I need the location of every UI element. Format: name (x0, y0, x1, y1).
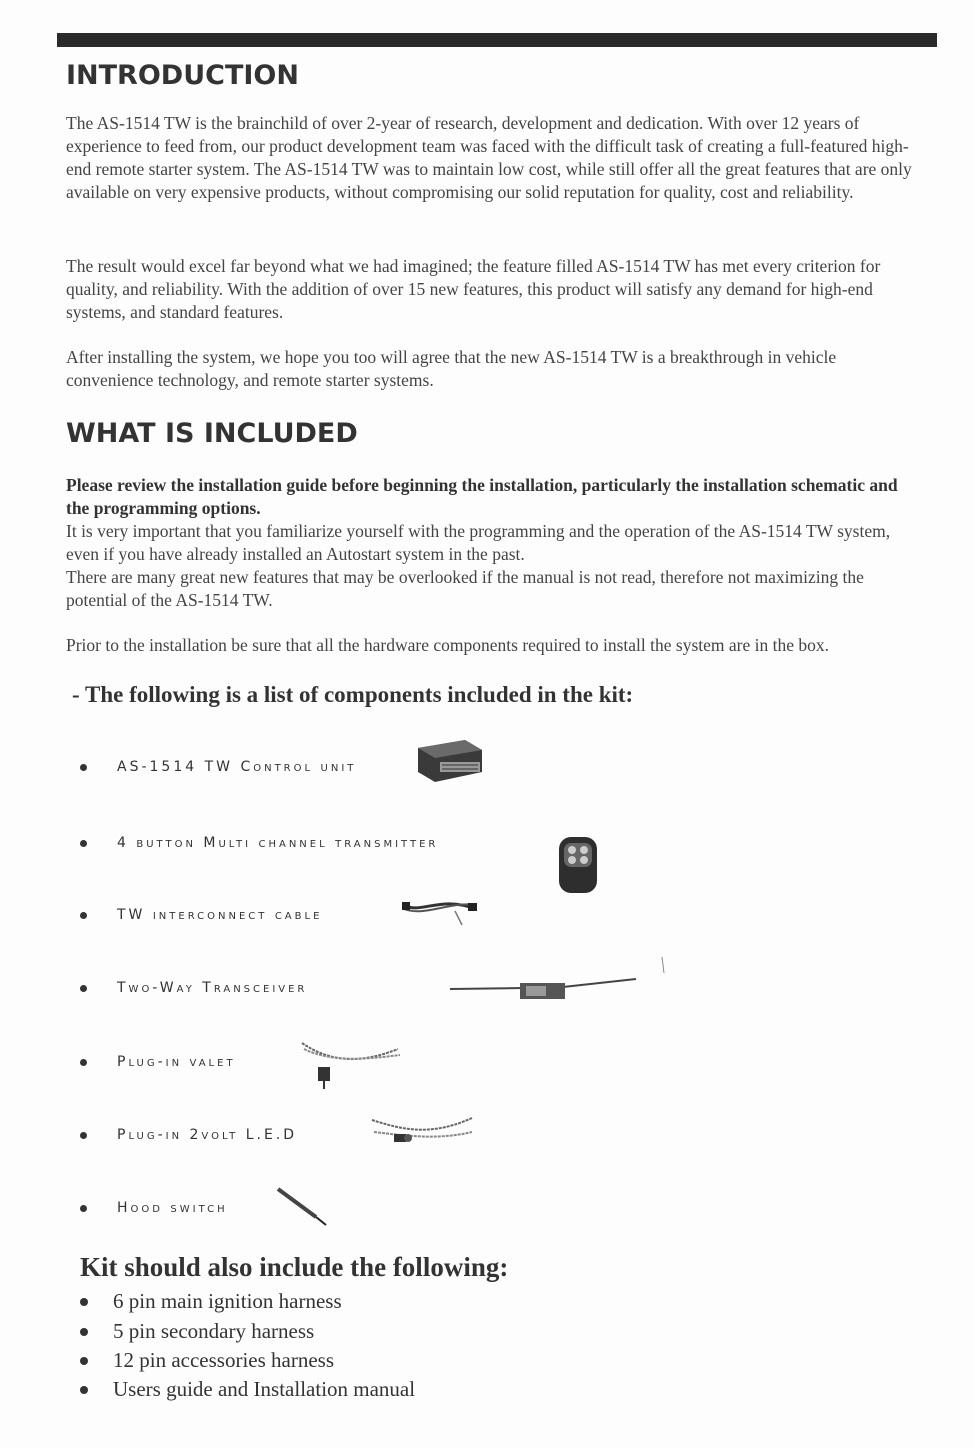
led-icon (368, 1110, 476, 1157)
kit-item-label: 5 pin secondary harness (113, 1319, 315, 1343)
component-label: 4 button Multi channel transmitter (117, 835, 439, 851)
component-label: AS-1514 TW Control unit (117, 759, 357, 775)
components-list-title: - The following is a list of components included in the kit: (72, 682, 634, 707)
component-item (80, 1193, 228, 1223)
header-bar (57, 33, 937, 47)
component-item (80, 1120, 297, 1150)
component-label: Plug-in 2volt L.E.D (117, 1127, 298, 1143)
intro-paragraph-1: The AS-1514 TW is the brainchild of over 2-year of research, development and dedication. With over 12 years of experience to feed from, our product development team was faced with the difficult task of creating a full-featured high-end remote starter system. The AS-1514 TW was to maintain low cost, while still offer all the great features that are only available on very expensive products, without compromising our solid reputation for quality, cost and reliability. (66, 113, 912, 202)
cable-icon (400, 895, 480, 935)
intro-paragraph-3: After installing the system, we hope you too will agree that the new AS-1514 TW is a breakthrough in vehicle convenience technology, and remote starter systems. (66, 347, 837, 390)
bullet (80, 1357, 88, 1365)
component-label: Hood switch (117, 1200, 228, 1216)
bullet (80, 912, 87, 919)
valet-switch-icon (298, 1035, 406, 1095)
introduction-heading: INTRODUCTION (66, 60, 299, 91)
kit-item (80, 1377, 415, 1402)
hood-switch-icon (272, 1185, 332, 1235)
intro-paragraph-2: The result would excel far beyond what we had imagined; the feature filled AS-1514 TW has met every criterion for quality, and reliability. With the addition of over 15 new features, this product will satisfy any demand for high-end systems, and standard features. (66, 256, 881, 322)
included-paragraph-2: There are many great new features that may be overlooked if the manual is not read, therefore not maximizing the potential of the AS-1514 TW. (66, 567, 864, 610)
component-item (80, 752, 356, 782)
kit-item (80, 1289, 342, 1314)
bullet (80, 840, 87, 847)
control-unit-icon (410, 738, 490, 793)
included-paragraph-3: Prior to the installation be sure that all the hardware components required to install the system are in the box. (66, 635, 829, 655)
review-note: Please review the installation guide before beginning the installation, particularly the installation schematic and the programming options. (66, 475, 898, 518)
bullet (80, 1298, 88, 1306)
kit-title: Kit should also include the following: (80, 1252, 509, 1282)
kit-item-label: 6 pin main ignition harness (113, 1289, 342, 1313)
included-heading: WHAT IS INCLUDED (66, 418, 358, 449)
bullet (80, 1205, 87, 1212)
included-paragraph-1: It is very important that you familiarize yourself with the programming and the operation of the AS-1514 TW system, even if you have already installed an Autostart system in the past. (66, 521, 891, 564)
transmitter-icon (556, 835, 600, 902)
component-item (80, 828, 438, 858)
kit-item (80, 1348, 334, 1373)
transceiver-icon (448, 955, 678, 1015)
kit-item-label: Users guide and Installation manual (113, 1377, 416, 1401)
bullet (80, 1386, 88, 1394)
bullet (80, 1328, 88, 1336)
component-item (80, 900, 322, 930)
bullet (80, 985, 87, 992)
kit-item-label: 12 pin accessories harness (113, 1348, 335, 1372)
kit-item (80, 1319, 314, 1344)
component-label: TW interconnect cable (117, 907, 323, 923)
bullet (80, 1132, 87, 1139)
component-item (80, 973, 307, 1003)
component-label: Plug-in valet (117, 1054, 236, 1070)
component-item (80, 1047, 236, 1077)
bullet (80, 1059, 87, 1066)
bullet (80, 764, 87, 771)
component-label: Two-Way Transceiver (117, 980, 308, 996)
